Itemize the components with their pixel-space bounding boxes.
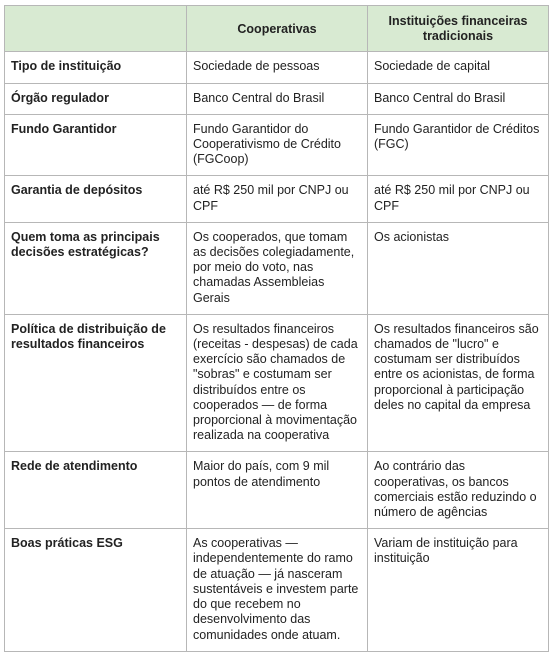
table-row — [5, 529, 549, 651]
cell-tradicionais: Variam de instituição para instituição — [368, 529, 549, 651]
row-label: Órgão regulador — [5, 83, 187, 114]
table-row — [5, 52, 549, 83]
cell-tradicionais: até R$ 250 mil por CNPJ ou CPF — [368, 176, 549, 222]
row-label: Boas práticas ESG — [5, 529, 187, 651]
row-label: Tipo de instituição — [5, 52, 187, 83]
header-tradicionais: Instituições financeiras tradicionais — [368, 6, 549, 52]
cell-cooperativas: até R$ 250 mil por CNPJ ou CPF — [187, 176, 368, 222]
cell-cooperativas: Maior do país, com 9 mil pontos de atendimento — [187, 452, 368, 529]
header-row — [5, 6, 549, 52]
comparison-table — [4, 5, 549, 652]
table-row — [5, 83, 549, 114]
cell-tradicionais: Banco Central do Brasil — [368, 83, 549, 114]
cell-tradicionais: Os acionistas — [368, 222, 549, 314]
cell-cooperativas: Banco Central do Brasil — [187, 83, 368, 114]
row-label: Rede de atendimento — [5, 452, 187, 529]
cell-cooperativas: Fundo Garantidor do Cooperativismo de Crédito (FGCoop) — [187, 114, 368, 176]
cell-tradicionais: Os resultados financeiros são chamados de "lucro" e costumam ser distribuídos entre os acionistas, de forma proporcional à participação deles no capital da empresa — [368, 314, 549, 452]
cell-tradicionais: Sociedade de capital — [368, 52, 549, 83]
table-row — [5, 114, 549, 176]
table-row — [5, 176, 549, 222]
cell-tradicionais: Fundo Garantidor de Créditos (FGC) — [368, 114, 549, 176]
table-row — [5, 222, 549, 314]
row-label: Quem toma as principais decisões estratégicas? — [5, 222, 187, 314]
cell-cooperativas: Sociedade de pessoas — [187, 52, 368, 83]
header-corner — [5, 6, 187, 52]
cell-tradicionais: Ao contrário das cooperativas, os bancos comerciais estão reduzindo o número de agências — [368, 452, 549, 529]
row-label: Fundo Garantidor — [5, 114, 187, 176]
cell-cooperativas: Os cooperados, que tomam as decisões colegiadamente, por meio do voto, nas chamadas Assembleias Gerais — [187, 222, 368, 314]
row-label: Garantia de depósitos — [5, 176, 187, 222]
cell-cooperativas: As cooperativas — independentemente do ramo de atuação — já nasceram sustentáveis e investem parte do que recebem no desenvolvimento das comunidades onde atuam. — [187, 529, 368, 651]
row-label: Política de distribuição de resultados financeiros — [5, 314, 187, 452]
header-cooperativas: Cooperativas — [187, 6, 368, 52]
cell-cooperativas: Os resultados financeiros (receitas - despesas) de cada exercício são chamados de "sobras" e costumam ser distribuídos entre os cooperados — de forma proporcional à movimentação realizada na cooperativa — [187, 314, 368, 452]
table-row — [5, 314, 549, 452]
table-row — [5, 452, 549, 529]
